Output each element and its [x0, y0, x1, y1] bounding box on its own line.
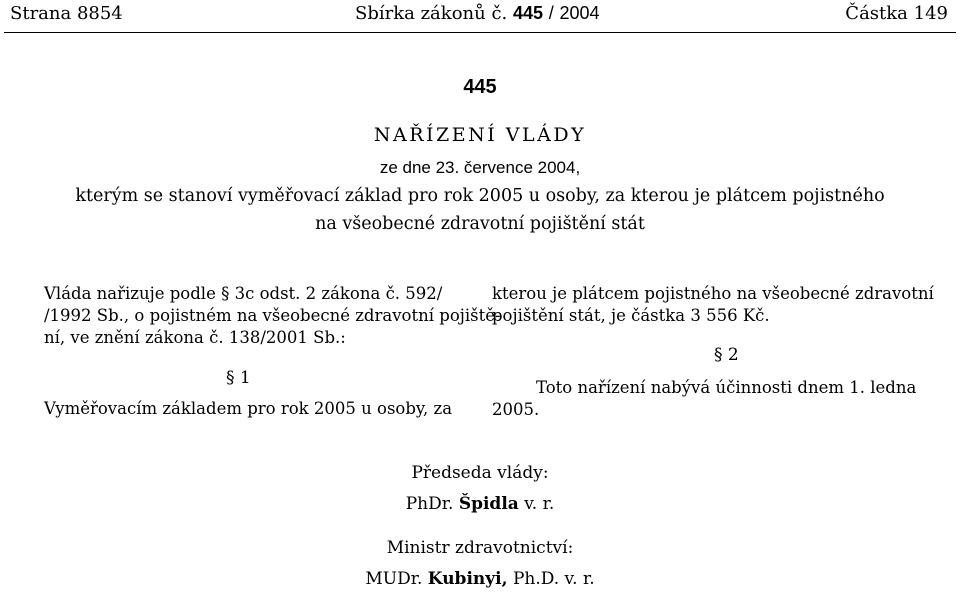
continuation-line: pojištění stát, je částka 3 556 Kč. — [492, 306, 770, 325]
collection-prefix: Sbírka zákonů č. — [355, 3, 508, 24]
name-suffix: v. r. — [524, 494, 555, 514]
section1-text: Vyměřovacím základem pro rok 2005 u osoby, za — [44, 399, 453, 418]
left-column — [44, 283, 501, 349]
document-title-line1: kterým se stanoví vyměřovací základ pro rok 2005 u osoby, za kterou je plátcem pojistného — [75, 186, 885, 206]
section1-heading: § 1 — [226, 368, 251, 388]
collection-sep: / — [548, 3, 554, 23]
name-prefix: MUDr. — [365, 569, 423, 589]
header-rule — [4, 32, 956, 33]
collection-year: 2004 — [559, 3, 600, 23]
signatory-role-minister: Ministr zdravotnictví: — [386, 538, 574, 558]
name-surname: Špidla — [458, 494, 519, 514]
name-suffix: Ph.D. v. r. — [512, 569, 595, 589]
collection-reference — [355, 3, 600, 24]
signatory-role-pm: Předseda vlády: — [411, 463, 549, 483]
issue-part: Částka 149 — [845, 3, 948, 24]
signatory-name-pm — [0, 494, 960, 514]
name-surname: Kubinyi, — [427, 569, 508, 589]
continuation-line: kterou je plátcem pojistného na všeobecné zdravotní — [492, 284, 934, 303]
document-date: ze dne 23. července 2004, — [379, 158, 581, 177]
name-prefix: PhDr. — [405, 494, 454, 514]
right-column — [492, 283, 932, 327]
page-number: Strana 8854 — [10, 3, 123, 24]
document-number: 445 — [463, 76, 497, 98]
signatory-name-minister — [0, 569, 960, 589]
intro-line: ní, ve znění zákona č. 138/2001 Sb.: — [44, 328, 346, 347]
section2-text: 2005. — [492, 400, 540, 419]
document-title-line2: na všeobecné zdravotní pojištění stát — [315, 214, 645, 234]
intro-line: Vláda nařizuje podle § 3c odst. 2 zákona č. 592/ — [44, 284, 443, 303]
section2-heading: § 2 — [714, 345, 739, 365]
intro-line: /1992 Sb., o pojistném na všeobecné zdravotní pojiště- — [44, 306, 501, 325]
section2-text: Toto nařízení nabývá účinnosti dnem 1. ledna — [536, 378, 917, 397]
document-type: NAŘÍZENÍ VLÁDY — [373, 124, 587, 146]
collection-number: 445 — [512, 3, 544, 23]
